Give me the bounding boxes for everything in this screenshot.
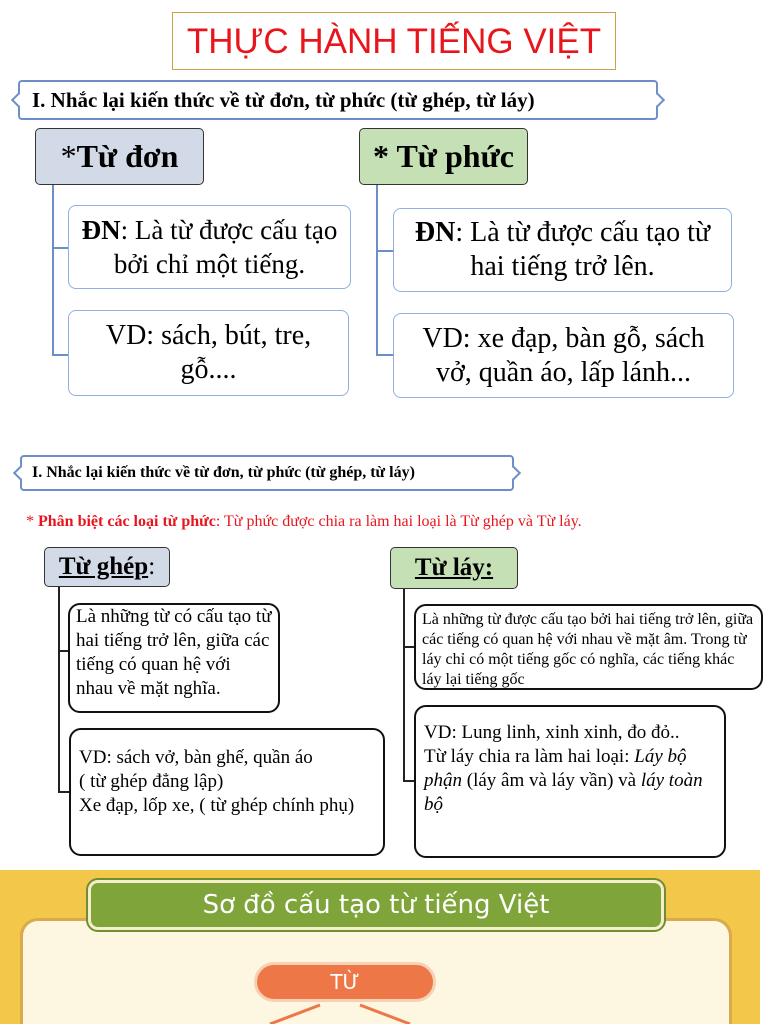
diagram-title: Sơ đồ cấu tạo từ tiếng Việt	[88, 880, 664, 930]
tu-lay-example-line2	[424, 745, 716, 817]
tu-lay-lay-toan-bo: láy toàn bộ	[424, 770, 703, 815]
note-text: : Từ phức được chia ra làm hai loại là Từ ghép và Từ láy.	[215, 513, 582, 530]
tu-lay-lay-bo-phan: Láy bộ phận	[424, 746, 687, 791]
tu-ghep-label: Từ ghép	[58, 553, 149, 580]
diagram-branch-left	[270, 1005, 320, 1024]
section-header-1: I. Nhắc lại kiến thức về từ đơn, từ phức (từ ghép, từ láy)	[18, 80, 658, 120]
tu-lay-definition: Là những từ được cấu tạo bởi hai tiếng trở lên, giữa các tiếng có quan hệ với nhau về mặt âm. Trong từ láy chỉ có một tiếng gốc có nghĩa, các tiếng khác láy lại tiếng gốc	[414, 604, 763, 690]
tu-don-definition	[68, 205, 351, 289]
diagram-branch-right	[360, 1005, 410, 1024]
diagram-preview	[0, 870, 760, 1024]
note-label: Phân biệt các loại từ phức	[38, 513, 216, 530]
connector-tu-lay-ex	[403, 780, 414, 782]
tu-phuc-example	[393, 313, 734, 398]
tu-lay-label: Từ láy:	[414, 554, 494, 581]
tu-don-def-text: : Là từ được cấu tạo bởi chỉ một tiếng.	[113, 215, 338, 279]
tu-don-def-label: ĐN	[81, 215, 121, 245]
connector-tu-ghep-ex	[58, 791, 69, 793]
category-tu-don	[35, 128, 204, 185]
tu-lay-example-line1: VD: Lung linh, xinh xinh, đo đỏ..	[424, 722, 680, 743]
connector-tu-don-vertical	[52, 185, 54, 355]
connector-tu-phuc-ex	[376, 354, 393, 356]
tu-ghep-example-line1: VD: sách vở, bàn ghế, quần áo	[79, 747, 313, 768]
section-header-2: I. Nhắc lại kiến thức về từ đơn, từ phức (từ ghép, từ láy)	[20, 455, 514, 491]
connector-tu-don-def	[52, 247, 68, 249]
connector-tu-ghep-vertical	[58, 587, 60, 792]
note-phan-biet	[26, 513, 746, 531]
tu-don-prefix: *	[60, 138, 77, 174]
tu-don-label: Từ đơn	[76, 138, 179, 174]
tu-lay-example-line2-mid: (láy âm và láy vần) và	[462, 770, 641, 791]
connector-tu-lay-def	[403, 646, 414, 648]
connector-tu-phuc-def	[376, 250, 393, 252]
tu-phuc-def-label: ĐN	[414, 217, 456, 248]
tu-don-example-text: VD: sách, bút, tre, gỗ....	[105, 320, 312, 385]
tu-lay-example	[414, 705, 726, 858]
tu-ghep-example-line2: ( từ ghép đẳng lập)	[79, 771, 224, 792]
connector-tu-don-ex	[52, 354, 68, 356]
connector-tu-phuc-vertical	[376, 185, 378, 355]
tu-ghep-definition: Là những từ có cấu tạo từ hai tiếng trở lên, giữa các tiếng có quan hệ với nhau về mặt nghĩa.	[68, 603, 280, 713]
note-star: *	[26, 513, 38, 530]
tu-ghep-suffix: :	[148, 553, 156, 580]
tu-ghep-example	[69, 728, 385, 856]
category-tu-phuc: * Từ phức	[359, 128, 528, 185]
diagram-root-node: TỪ	[254, 962, 436, 1002]
tu-don-example	[68, 310, 349, 396]
page-title: THỰC HÀNH TIẾNG VIỆT	[172, 12, 616, 70]
category-tu-ghep	[44, 547, 170, 587]
connector-tu-ghep-def	[58, 650, 68, 652]
connector-tu-lay-vertical	[403, 589, 405, 781]
tu-phuc-definition	[393, 208, 732, 292]
tu-lay-example-line2-pre: Từ láy chia ra làm hai loại:	[424, 746, 635, 767]
tu-phuc-example-text: VD: xe đạp, bàn gỗ, sách vở, quần áo, lấp lánh...	[422, 322, 705, 388]
category-tu-lay	[390, 547, 518, 589]
tu-phuc-def-text: : Là từ được cấu tạo từ hai tiếng trở lên.	[455, 217, 711, 282]
tu-ghep-example-line3: Xe đạp, lốp xe, ( từ ghép chính phụ)	[79, 795, 355, 816]
